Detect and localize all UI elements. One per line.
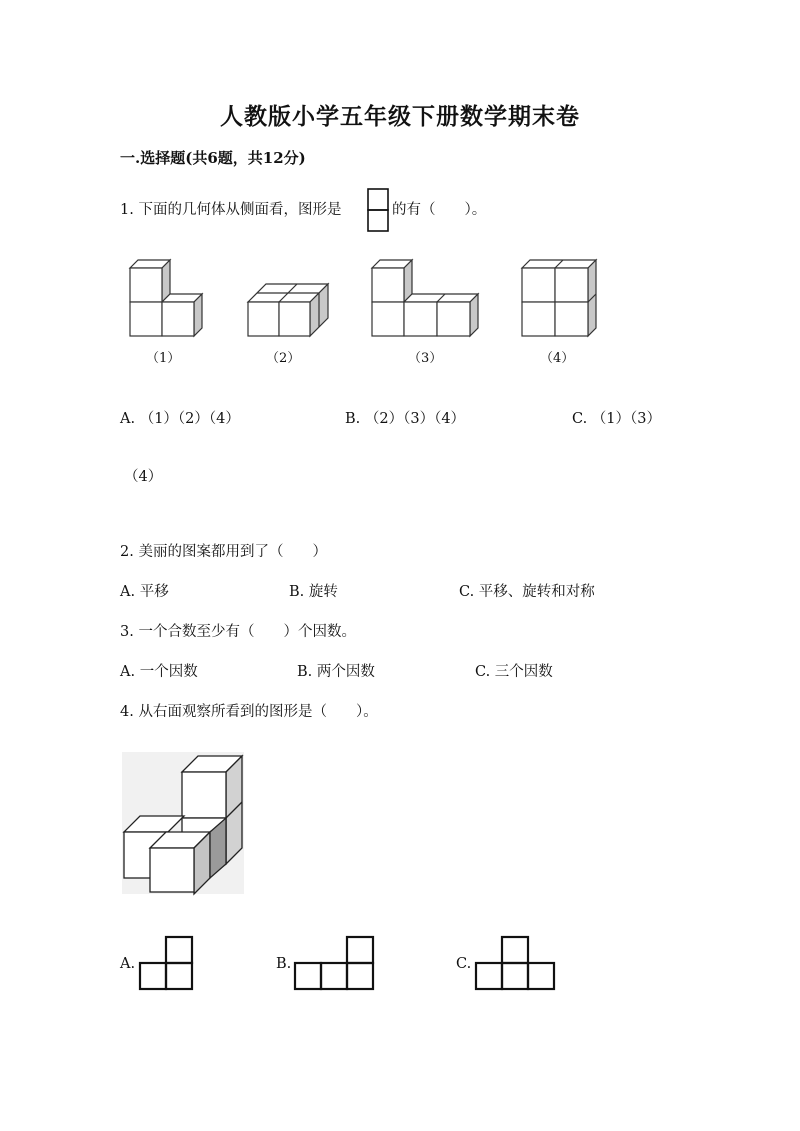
q4-option-a-label[interactable]: A. — [120, 956, 136, 972]
q4-solid-figure — [122, 752, 246, 894]
question-4-stem: 4. 从右面观察所看到的图形是（ ）。 — [120, 704, 378, 720]
figure-caption-3: （3） — [408, 351, 443, 366]
q2-option-a[interactable]: A. 平移 — [120, 584, 169, 600]
q1-figure-3 — [370, 258, 482, 338]
figure-caption-2: （2） — [266, 351, 301, 366]
q1-option-c-continued: （4） — [124, 469, 163, 485]
question-1-stem-before: 1. 下面的几何体从侧面看，图形是 — [120, 202, 342, 218]
figure-caption-1: （1） — [146, 351, 181, 366]
question-1-stem-after: 的有（ ）。 — [392, 202, 487, 218]
q2-option-c[interactable]: C. 平移、旋转和对称 — [459, 584, 595, 600]
q1-figure-2 — [246, 282, 330, 338]
q3-option-b[interactable]: B. 两个因数 — [297, 664, 375, 680]
q4-option-b-figure[interactable] — [293, 935, 375, 991]
q3-option-c[interactable]: C. 三个因数 — [475, 664, 553, 680]
q3-option-a[interactable]: A. 一个因数 — [120, 664, 198, 680]
page-title: 人教版小学五年级下册数学期末卷 — [220, 103, 580, 130]
q1-figure-4 — [520, 258, 600, 338]
q4-option-c-label[interactable]: C. — [456, 956, 472, 972]
figure-caption-4: （4） — [540, 351, 575, 366]
question-2-stem: 2. 美丽的图案都用到了（ ） — [120, 544, 327, 560]
q4-option-a-figure[interactable] — [138, 935, 194, 991]
q1-side-view-icon — [367, 188, 389, 232]
q1-option-a[interactable]: A. （1）（2）（4） — [120, 411, 240, 427]
q1-figure-1 — [128, 258, 208, 338]
q1-option-c[interactable]: C. （1）（3） — [572, 411, 661, 427]
q4-option-c-figure[interactable] — [474, 935, 556, 991]
section-heading: 一.选择题(共6题，共12分) — [120, 149, 306, 167]
q1-option-b[interactable]: B. （2）（3）（4） — [345, 411, 466, 427]
q2-option-b[interactable]: B. 旋转 — [289, 584, 338, 600]
q4-option-b-label[interactable]: B. — [276, 956, 292, 972]
question-3-stem: 3. 一个合数至少有（ ）个因数。 — [120, 624, 356, 640]
